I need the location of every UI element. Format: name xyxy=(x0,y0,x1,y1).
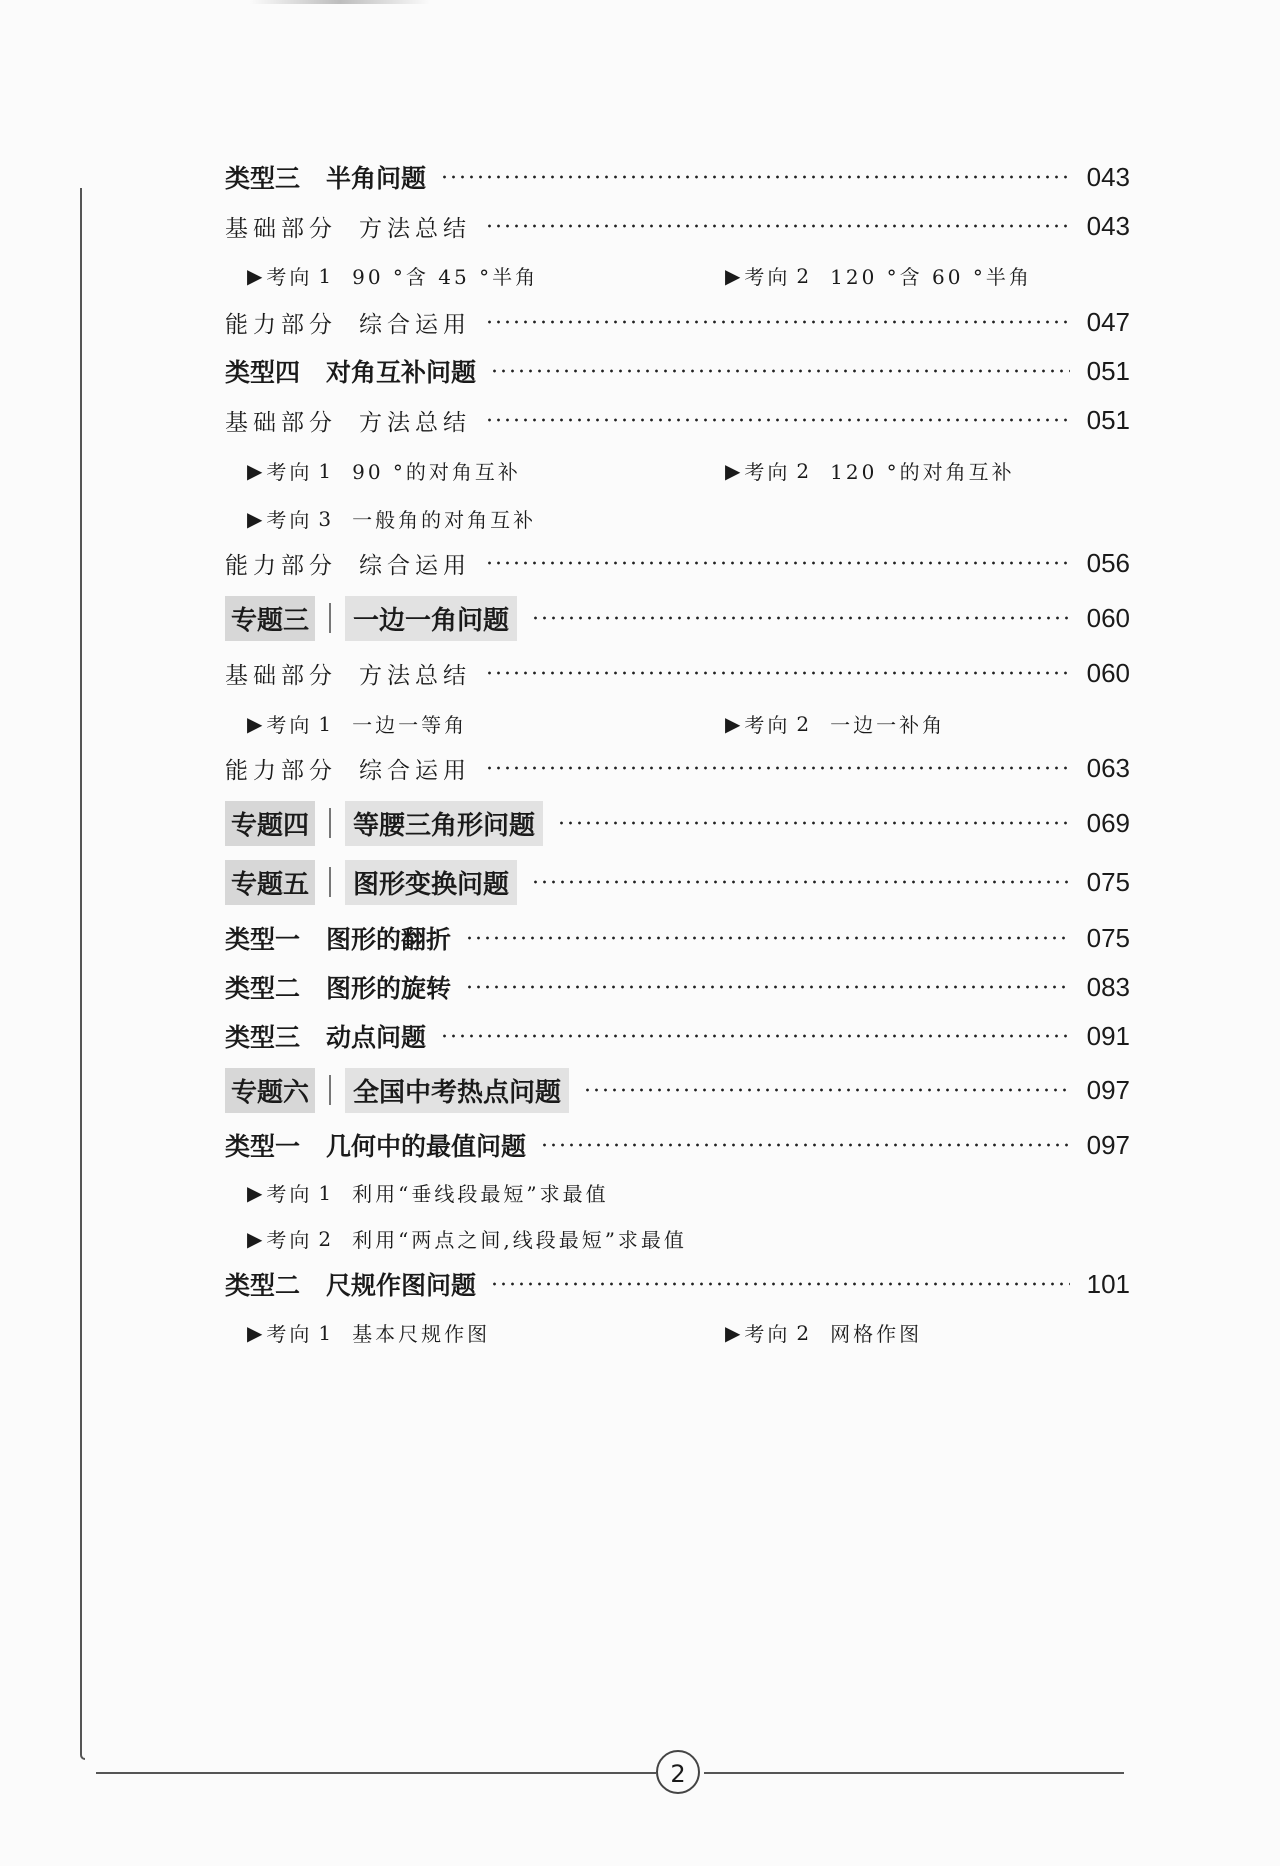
direction-number: 2 xyxy=(796,458,813,483)
direction-label: 考向 xyxy=(744,265,791,289)
topic-title: 等腰三角形问题 xyxy=(345,801,543,846)
type-entry xyxy=(225,1264,1130,1304)
entry-label xyxy=(225,353,476,389)
triangle-right-icon: ▶ xyxy=(725,711,741,736)
topic-entry xyxy=(225,803,1130,843)
entry-tag: 类型三 xyxy=(225,164,301,193)
part-entry xyxy=(225,206,1130,246)
entry-label xyxy=(225,1266,476,1302)
direction-text: 基本尺规作图 xyxy=(352,1322,491,1346)
entry-title: 对角互补问题 xyxy=(326,358,477,387)
entry-page: 075 xyxy=(1086,866,1130,897)
entry-page: 051 xyxy=(1086,355,1130,386)
topic-divider xyxy=(329,1075,331,1105)
entry-label xyxy=(225,159,426,195)
direction-text: 一边一等角 xyxy=(352,713,468,737)
direction-number: 1 xyxy=(318,263,335,288)
topic-title: 一边一角问题 xyxy=(345,596,517,641)
entry-label xyxy=(225,210,471,243)
direction-label: 考向 xyxy=(744,1322,791,1346)
entry-title: 图形的翻折 xyxy=(326,925,452,954)
entry-page: 043 xyxy=(1086,161,1130,192)
entry-label xyxy=(225,1127,526,1163)
leader-dots xyxy=(485,766,1070,770)
direction-number: 2 xyxy=(796,711,813,736)
topic-title: 全国中考热点问题 xyxy=(345,1068,569,1113)
entry-tag: 类型二 xyxy=(225,974,301,1003)
entry-label xyxy=(225,920,451,956)
entry-page: 075 xyxy=(1086,922,1130,953)
type-entry xyxy=(225,1016,1130,1056)
leader-dots xyxy=(485,671,1070,675)
entry-page: 060 xyxy=(1086,602,1130,633)
triangle-right-icon: ▶ xyxy=(247,263,263,288)
topic-divider xyxy=(329,808,331,838)
direction-label: 考向 xyxy=(266,508,313,532)
entry-tag: 类型二 xyxy=(225,1271,301,1300)
type-entry xyxy=(225,157,1130,197)
direction-number: 1 xyxy=(318,458,335,483)
triangle-right-icon: ▶ xyxy=(247,458,263,483)
entry-page: 101 xyxy=(1086,1268,1130,1299)
leader-dots xyxy=(440,175,1070,179)
topic-entry xyxy=(225,1070,1130,1110)
leader-dots xyxy=(531,880,1070,884)
entry-page: 083 xyxy=(1086,971,1130,1002)
direction-label: 考向 xyxy=(266,1322,313,1346)
leader-dots xyxy=(531,616,1070,620)
entry-page: 060 xyxy=(1086,657,1130,688)
entry-label xyxy=(225,404,471,437)
direction-number: 3 xyxy=(318,506,335,531)
entry-page: 097 xyxy=(1086,1129,1130,1160)
direction-label: 考向 xyxy=(266,1182,313,1206)
direction-text: 一边一补角 xyxy=(830,713,946,737)
type-entry xyxy=(225,351,1130,391)
entry-tag: 能力部分 xyxy=(225,311,337,338)
direction-label: 考向 xyxy=(744,713,791,737)
topic-divider xyxy=(329,867,331,897)
topic-entry xyxy=(225,598,1130,638)
direction-item xyxy=(247,456,521,485)
direction-label: 考向 xyxy=(266,460,313,484)
direction-text: 120 °的对角互补 xyxy=(830,460,1015,484)
direction-label: 考向 xyxy=(266,713,313,737)
entry-page: 091 xyxy=(1086,1020,1130,1051)
entry-page: 063 xyxy=(1086,752,1130,783)
triangle-right-icon: ▶ xyxy=(247,1180,263,1205)
leader-dots xyxy=(490,369,1070,373)
topic-tag: 专题六 xyxy=(225,1068,315,1113)
entry-label xyxy=(225,306,471,339)
entry-label xyxy=(225,1018,426,1054)
topic-tag: 专题五 xyxy=(225,860,315,905)
direction-item xyxy=(247,1318,490,1347)
entry-label xyxy=(225,860,517,905)
entry-title: 几何中的最值问题 xyxy=(326,1132,527,1161)
entry-tag: 能力部分 xyxy=(225,757,337,784)
part-entry xyxy=(225,400,1130,440)
leader-dots xyxy=(540,1143,1070,1147)
entry-title: 尺规作图问题 xyxy=(326,1271,477,1300)
triangle-right-icon: ▶ xyxy=(725,263,741,288)
entry-title: 图形的旋转 xyxy=(326,974,452,1003)
entry-label xyxy=(225,547,471,580)
entry-tag: 基础部分 xyxy=(225,215,337,242)
direction-item xyxy=(247,504,536,533)
direction-label: 考向 xyxy=(266,1228,313,1252)
entry-title: 方法总结 xyxy=(359,409,471,436)
direction-item xyxy=(725,261,1032,290)
entry-title: 半角问题 xyxy=(326,164,427,193)
entry-label xyxy=(225,1068,569,1113)
entry-page: 043 xyxy=(1086,210,1130,241)
part-entry xyxy=(225,748,1130,788)
entry-title: 方法总结 xyxy=(359,215,471,242)
direction-item xyxy=(725,456,1015,485)
entry-tag: 能力部分 xyxy=(225,552,337,579)
part-entry xyxy=(225,653,1130,693)
direction-label: 考向 xyxy=(266,265,313,289)
direction-text: 90 °的对角互补 xyxy=(352,460,521,484)
topic-entry xyxy=(225,862,1130,902)
direction-item xyxy=(247,1178,609,1207)
entry-title: 方法总结 xyxy=(359,662,471,689)
leader-dots xyxy=(557,821,1070,825)
type-entry xyxy=(225,1125,1130,1165)
entry-tag: 类型一 xyxy=(225,1132,301,1161)
direction-text: 90 °含 45 °半角 xyxy=(352,265,539,289)
footer-rule-left xyxy=(96,1772,656,1774)
direction-number: 1 xyxy=(318,1180,335,1205)
direction-item xyxy=(247,709,467,738)
entry-page: 069 xyxy=(1086,807,1130,838)
direction-item xyxy=(247,1224,687,1253)
entry-tag: 类型一 xyxy=(225,925,301,954)
topic-tag: 专题四 xyxy=(225,801,315,846)
entry-label xyxy=(225,596,517,641)
entry-title: 综合运用 xyxy=(359,757,471,784)
direction-label: 考向 xyxy=(744,460,791,484)
entry-page: 056 xyxy=(1086,547,1130,578)
triangle-right-icon: ▶ xyxy=(725,1320,741,1345)
topic-divider xyxy=(329,603,331,633)
direction-number: 2 xyxy=(796,1320,813,1345)
entry-label xyxy=(225,657,471,690)
direction-text: 利用“两点之间,线段最短”求最值 xyxy=(352,1228,687,1252)
entry-label xyxy=(225,801,543,846)
entry-tag: 类型四 xyxy=(225,358,301,387)
entry-page: 047 xyxy=(1086,306,1130,337)
page-number: 2 xyxy=(656,1750,700,1794)
direction-number: 1 xyxy=(318,1320,335,1345)
leader-dots xyxy=(485,561,1070,565)
entry-page: 051 xyxy=(1086,404,1130,435)
triangle-right-icon: ▶ xyxy=(725,458,741,483)
topic-title: 图形变换问题 xyxy=(345,860,517,905)
entry-title: 综合运用 xyxy=(359,552,471,579)
leader-dots xyxy=(465,985,1070,989)
direction-item xyxy=(725,1318,922,1347)
leader-dots xyxy=(465,936,1070,940)
topic-tag: 专题三 xyxy=(225,596,315,641)
leader-dots xyxy=(583,1088,1070,1092)
direction-number: 2 xyxy=(796,263,813,288)
direction-item xyxy=(725,709,945,738)
entry-title: 动点问题 xyxy=(326,1023,427,1052)
entry-label xyxy=(225,969,451,1005)
entry-title: 综合运用 xyxy=(359,311,471,338)
type-entry xyxy=(225,967,1130,1007)
entry-label xyxy=(225,752,471,785)
triangle-right-icon: ▶ xyxy=(247,1226,263,1251)
direction-item xyxy=(247,261,538,290)
leader-dots xyxy=(485,320,1070,324)
entry-tag: 基础部分 xyxy=(225,662,337,689)
type-entry xyxy=(225,918,1130,958)
leader-dots xyxy=(485,418,1070,422)
entry-tag: 类型三 xyxy=(225,1023,301,1052)
part-entry xyxy=(225,543,1130,583)
leader-dots xyxy=(485,224,1070,228)
direction-text: 网格作图 xyxy=(830,1322,923,1346)
footer-rule-right xyxy=(704,1772,1124,1774)
part-entry xyxy=(225,302,1130,342)
triangle-right-icon: ▶ xyxy=(247,506,263,531)
direction-text: 一般角的对角互补 xyxy=(352,508,537,532)
triangle-right-icon: ▶ xyxy=(247,711,263,736)
entry-tag: 基础部分 xyxy=(225,409,337,436)
direction-text: 利用“垂线段最短”求最值 xyxy=(352,1182,609,1206)
triangle-right-icon: ▶ xyxy=(247,1320,263,1345)
entry-page: 097 xyxy=(1086,1074,1130,1105)
leader-dots xyxy=(440,1034,1070,1038)
leader-dots xyxy=(490,1282,1070,1286)
direction-text: 120 °含 60 °半角 xyxy=(830,265,1032,289)
direction-number: 1 xyxy=(318,711,335,736)
direction-number: 2 xyxy=(318,1226,335,1251)
page-border-left xyxy=(80,188,85,1760)
scan-smudge xyxy=(250,0,430,4)
